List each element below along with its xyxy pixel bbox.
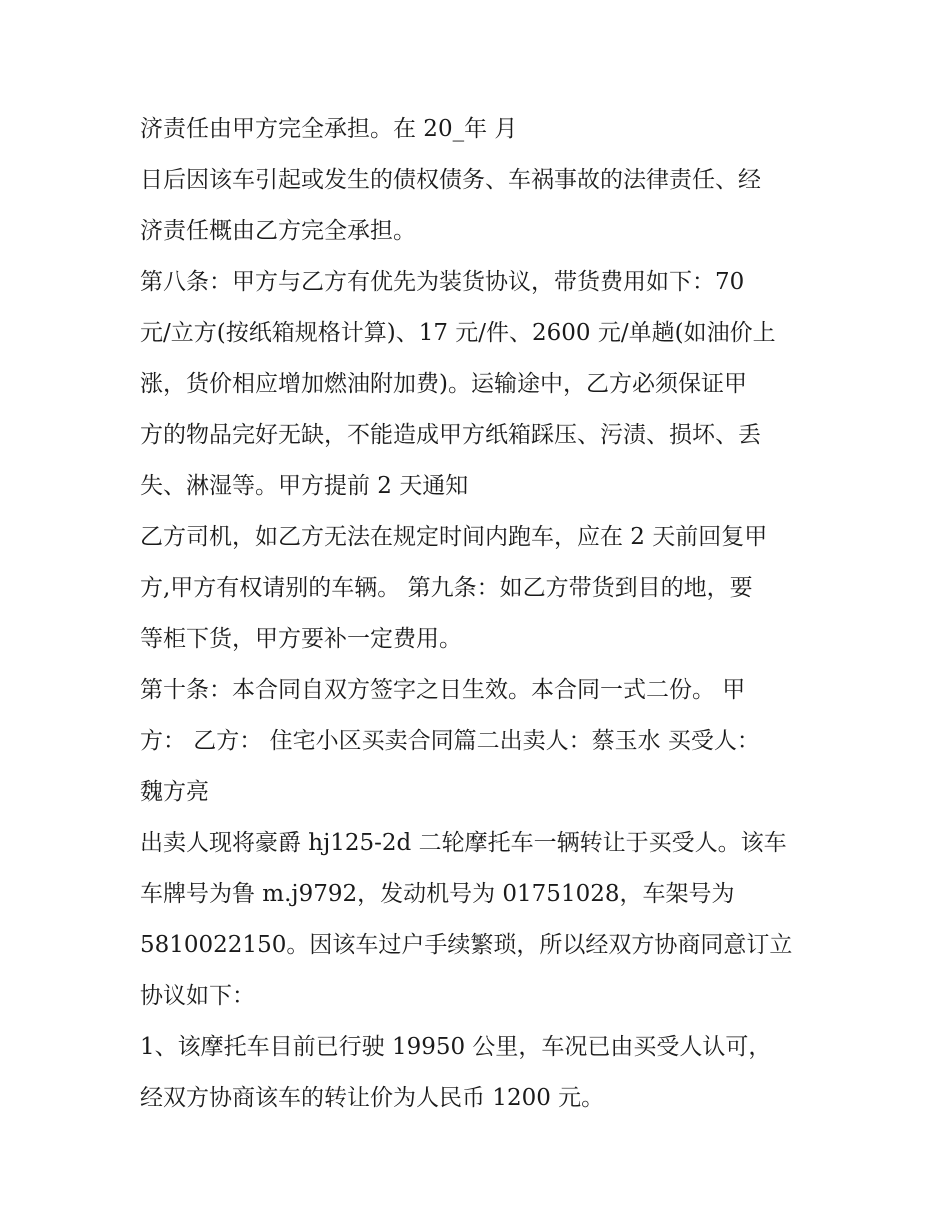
text-line: 涨，货价相应增加燃油附加费)。运输途中，乙方必须保证甲 [140, 371, 747, 397]
text-line: 失、淋湿等。甲方提前 2 天通知 [140, 473, 469, 499]
text-line: 经双方协商该车的转让价为人民币 1200 元。 [140, 1085, 605, 1111]
text-line: 乙方司机，如乙方无法在规定时间内跑车，应在 2 天前回复甲 [140, 524, 768, 550]
text-line: 第十条：本合同自双方签字之日生效。本合同一式二份。 甲 [140, 677, 746, 703]
text-line: 1、该摩托车目前已行驶 19950 公里，车况已由买受人认可， [140, 1034, 772, 1060]
text-line: 魏方亮 [140, 779, 209, 805]
text-line: 方： 乙方： 住宅小区买卖合同篇二出卖人：蔡玉水 买受人： [140, 728, 760, 754]
text-line: 济责任由甲方完全承担。在 20_年 月 [140, 116, 518, 142]
text-line: 等柜下货，甲方要补一定费用。 [140, 626, 462, 652]
text-line: 出卖人现将豪爵 hj125-2d 二轮摩托车一辆转让于买受人。该车 [140, 830, 787, 856]
text-line: 第八条：甲方与乙方有优先为装货协议，带货费用如下：70 [140, 269, 745, 295]
text-line: 方,甲方有权请别的车辆。 第九条：如乙方带货到目的地，要 [140, 575, 753, 601]
document-body [140, 104, 820, 1124]
text-line: 车牌号为鲁 m.j9792，发动机号为 01751028，车架号为 [140, 881, 735, 907]
text-line: 日后因该车引起或发生的债权债务、车祸事故的法律责任、经 [140, 167, 761, 193]
text-line: 元/立方(按纸箱规格计算)、17 元/件、2600 元/单趟(如油价上 [140, 320, 776, 346]
text-line: 5810022150。因该车过户手续繁琐，所以经双方协商同意订立 [140, 932, 793, 958]
text-line: 济责任概由乙方完全承担。 [140, 218, 416, 244]
text-line: 方的物品完好无缺，不能造成甲方纸箱踩压、污渍、损坏、丢 [140, 422, 761, 448]
text-line: 协议如下： [140, 983, 255, 1009]
